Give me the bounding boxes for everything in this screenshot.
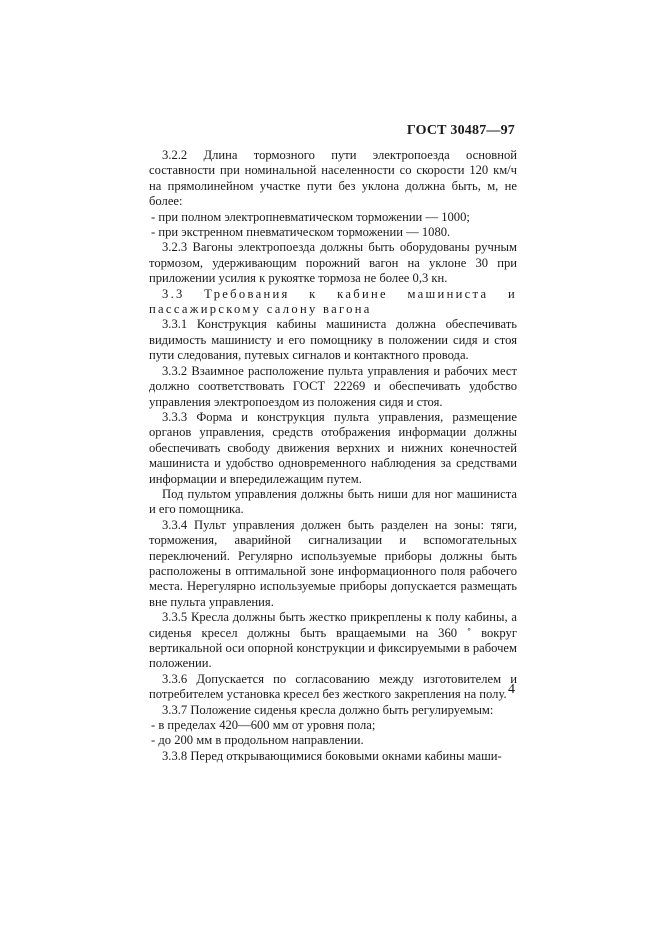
paragraph-3-2-2: 3.2.2 Длина тормозного пути электропоезда основной составности при номинальной населенности со скорости 120 км/ч на прямолинейном участке пути без уклона должна быть, м, не более: [149, 148, 517, 209]
paragraph-niches: Под пультом управления должны быть ниши для ног машиниста и его помощника. [149, 486, 517, 517]
section-heading-3-3: 3.3 Требования к кабине машиниста и пассажирскому салону вагона [149, 286, 517, 317]
page-number: 4 [508, 682, 515, 697]
paragraph-3-3-8: 3.3.8 Перед открывающимися боковыми окнами кабины маши- [162, 748, 502, 763]
paragraph-3-3-2: 3.3.2 Взаимное расположение пульта управления и рабочих мест должно соответствовать ГОСТ 22269 и обеспечивать удобство управления электропоездом из положения сидя и стоя. [149, 363, 517, 409]
paragraph-3-3-4: 3.3.4 Пульт управления должен быть разделен на зоны: тяги, торможения, аварийной сигнализации и вспомогательных переключений. Регулярно используемые приборы должны быть расположены в оптимальной зоне информационного поля рабочего места. Нерегулярно используемые приборы допускается размещать вне пульта управления. [149, 517, 517, 609]
paragraph-3-3-1: 3.3.1 Конструкция кабины машиниста должна обеспечивать видимость машинисту и его помощнику в положении сидя и стоя пути следования, путевых сигналов и контактного провода. [149, 317, 517, 363]
paragraph-3-3-3: 3.3.3 Форма и конструкция пульта управления, размещение органов управления, средств отображения информации должны обеспечивать свободу движения верхних и нижних конечностей машиниста и удобство одновременного наблюдения за средствами информации и впередилежащим путем. [149, 409, 517, 486]
paragraph-3-2-3: 3.2.3 Вагоны электропоезда должны быть оборудованы ручным тормозом, удерживающим порожний вагон на уклоне 30 при приложении усилия к рукоятке тормоза не более 0,3 кн. [149, 240, 517, 286]
paragraph-3-3-7: 3.3.7 Положение сиденья кресла должно быть регулируемым: [162, 702, 494, 717]
paragraph-3-3-5: 3.3.5 Кресла должны быть жестко прикреплены к полу кабины, а сиденья кресел должны быть вращаемыми на 360 ˚ вокруг вертикальной оси опорной конструкции и фиксируемыми в рабочем положении. [149, 610, 517, 671]
document-header: ГОСТ 30487—97 [406, 123, 515, 138]
document-body [149, 148, 517, 764]
paragraph-3-3-6: 3.3.6 Допускается по согласованию между изготовителем и потребителем установка кресел без жесткого закрепления на полу. [149, 671, 517, 702]
list-item-height-range: - в пределах 420—600 мм от уровня пола; [151, 718, 376, 733]
list-item-longitudinal: - до 200 мм в продольном направлении. [151, 733, 364, 748]
list-item-electropneumatic: - при полном электропневматическом торможении — 1000; [151, 209, 470, 224]
list-item-emergency-pneumatic: - при экстренном пневматическом торможении — 1080. [151, 225, 451, 240]
